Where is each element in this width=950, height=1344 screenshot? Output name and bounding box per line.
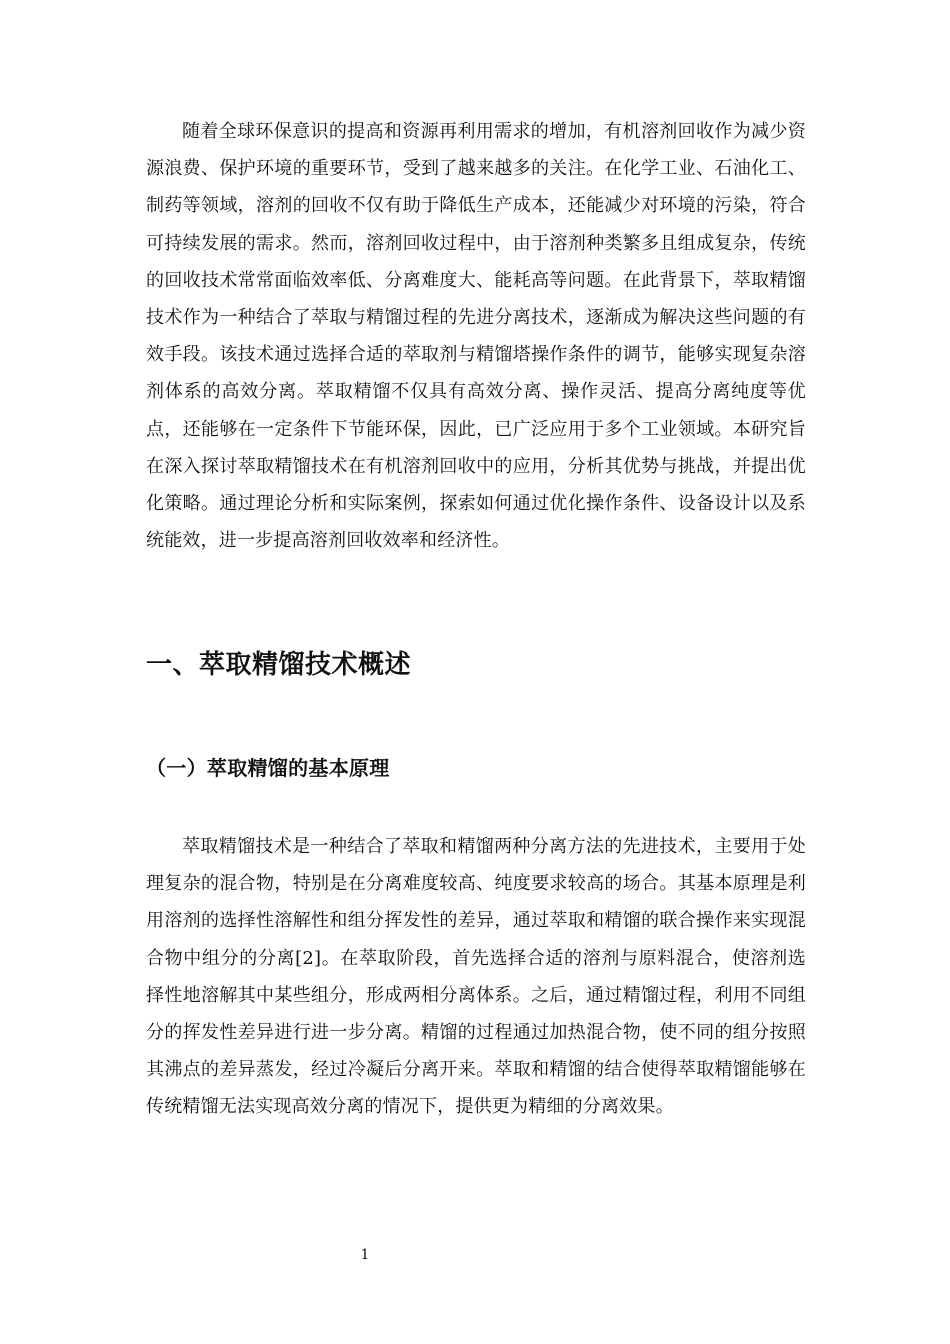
page-number: 1 [360, 1247, 370, 1263]
subsection-heading: （一）萃取精馏的基本原理 [146, 756, 390, 780]
intro-paragraph: 随着全球环保意识的提高和资源再利用需求的增加，有机溶剂回收作为减少资源浪费、保护环境的重要环节，受到了越来越多的关注。在化学工业、石油化工、制药等领域，溶剂的回收不仅有助于降低生产成本，还能减少对环境的污染，符合可持续发展的需求。然而，溶剂回收过程中，由于溶剂种类繁多且组成复杂，传统的回收技术常常面临效率低、分离难度大、能耗高等问题。在此背景下，萃取精馏技术作为一种结合了萃取与精馏过程的先进分离技术，逐渐成为解决这些问题的有效手段。该技术通过选择合适的萃取剂与精馏塔操作条件的调节，能够实现复杂溶剂体系的高效分离。萃取精馏不仅具有高效分离、操作灵活、提高分离纯度等优点，还能够在一定条件下节能环保，因此，已广泛应用于多个工业领域。本研究旨在深入探讨萃取精馏技术在有机溶剂回收中的应用，分析其优势与挑战，并提出优化策略。通过理论分析和实际案例，探索如何通过优化操作条件、设备设计以及系统能效，进一步提高溶剂回收效率和经济性。 [146, 121, 806, 552]
section-heading: 一、萃取精馏技术概述 [146, 650, 412, 680]
principle-paragraph: 萃取精馏技术是一种结合了萃取和精馏两种分离方法的先进技术，主要用于处理复杂的混合物，特别是在分离难度较高、纯度要求较高的场合。其基本原理是利用溶剂的选择性溶解性和组分挥发性的差异，通过萃取和精馏的联合操作来实现混合物中组分的分离[2]。在萃取阶段，首先选择合适的溶剂与原料混合，使溶剂选择性地溶解其中某些组分，形成两相分离体系。之后，通过精馏过程，利用不同组分的挥发性差异进行进一步分离。精馏的过程通过加热混合物，使不同的组分按照其沸点的差异蒸发，经过冷凝后分离开来。萃取和精馏的结合使得萃取精馏能够在传统精馏无法实现高效分离的情况下，提供更为精细的分离效果。 [146, 836, 806, 1118]
